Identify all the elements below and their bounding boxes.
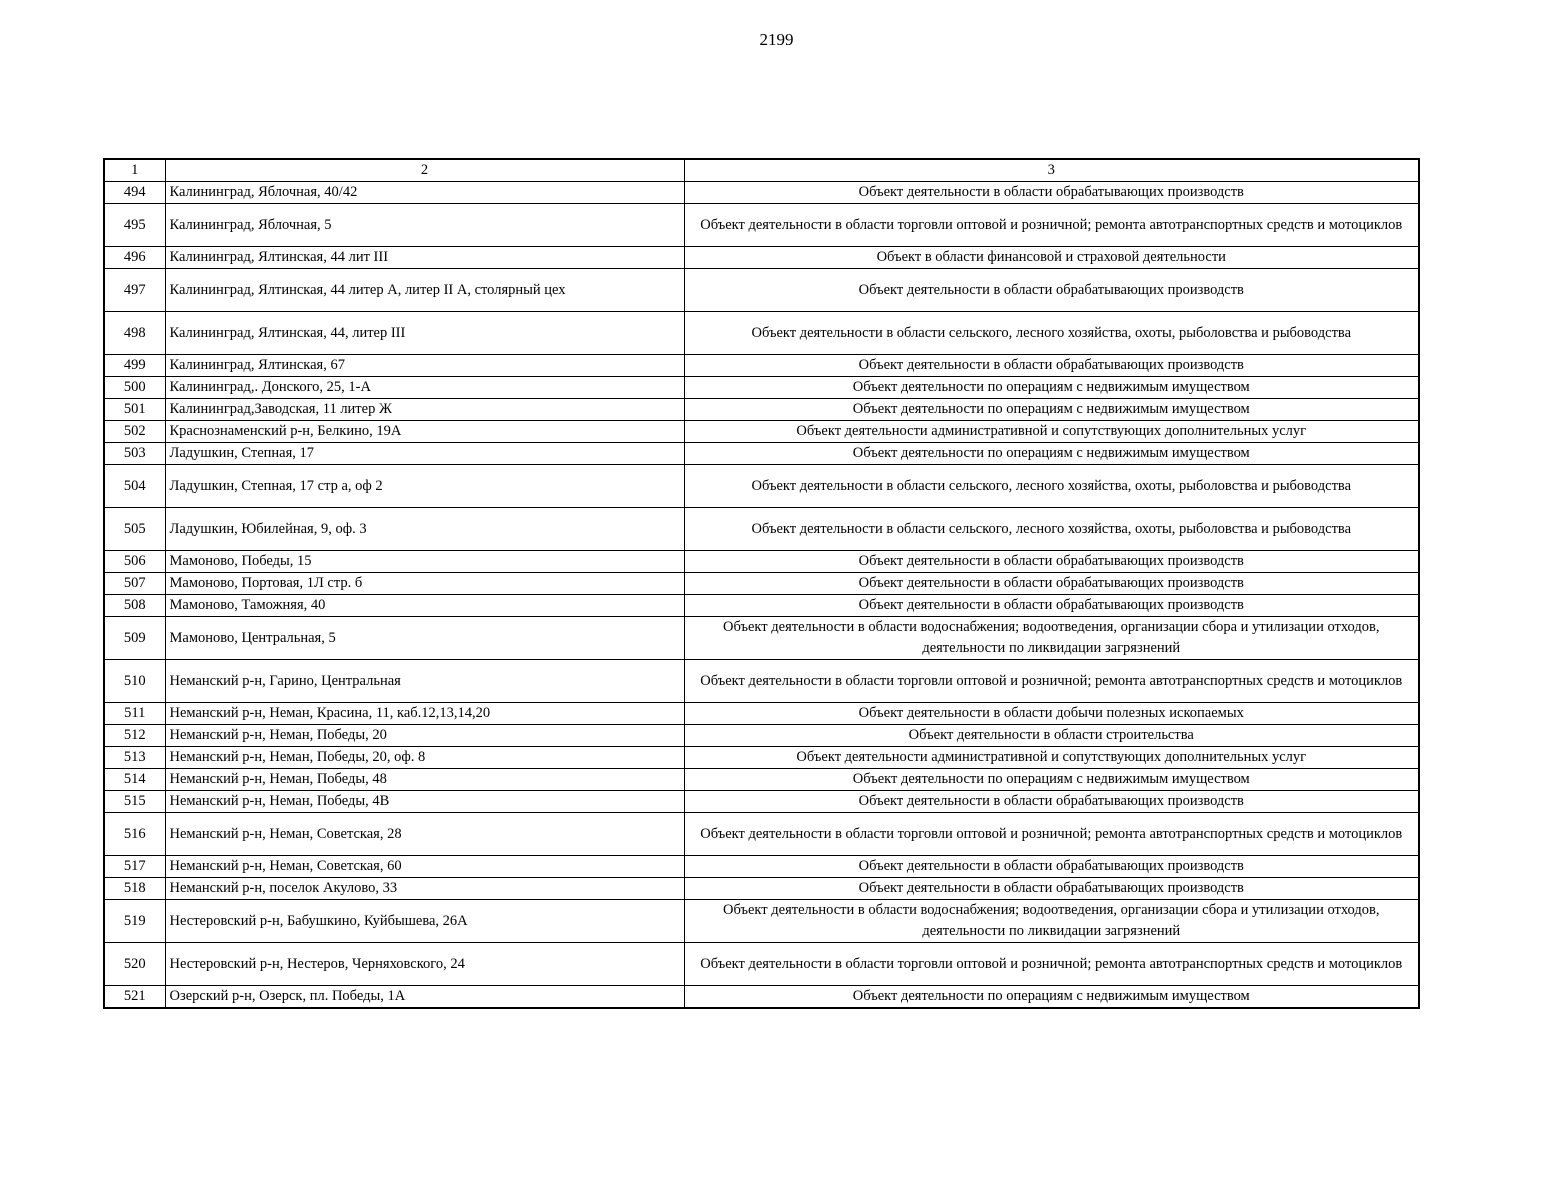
row-address: Нестеровский р-н, Нестеров, Черняховского, 24 <box>165 943 684 986</box>
row-number: 521 <box>104 986 165 1009</box>
row-activity: Объект деятельности в области сельского, лесного хозяйства, охоты, рыболовства и рыбоводства <box>684 508 1419 551</box>
table-row <box>104 791 1419 813</box>
table-row <box>104 312 1419 355</box>
row-activity: Объект деятельности по операциям с недвижимым имуществом <box>684 443 1419 465</box>
row-address: Мамоново, Таможняя, 40 <box>165 595 684 617</box>
row-address: Нестеровский р-н, Бабушкино, Куйбышева, 26А <box>165 900 684 943</box>
table-row <box>104 617 1419 660</box>
table-row <box>104 703 1419 725</box>
row-number: 517 <box>104 856 165 878</box>
row-activity: Объект деятельности административной и сопутствующих дополнительных услуг <box>684 421 1419 443</box>
table-row <box>104 204 1419 247</box>
row-number: 518 <box>104 878 165 900</box>
row-number: 508 <box>104 595 165 617</box>
row-activity: Объект деятельности в области торговли оптовой и розничной; ремонта автотранспортных средств и мотоциклов <box>684 943 1419 986</box>
row-number: 512 <box>104 725 165 747</box>
row-number: 495 <box>104 204 165 247</box>
table-row <box>104 399 1419 421</box>
row-number: 500 <box>104 377 165 399</box>
row-activity: Объект деятельности в области торговли оптовой и розничной; ремонта автотранспортных средств и мотоциклов <box>684 204 1419 247</box>
table-row <box>104 421 1419 443</box>
row-address: Неманский р-н, поселок Акулово, 33 <box>165 878 684 900</box>
row-address: Неманский р-н, Неман, Советская, 28 <box>165 813 684 856</box>
row-number: 506 <box>104 551 165 573</box>
table-body <box>104 182 1419 1009</box>
header-cell-3: 3 <box>684 159 1419 182</box>
row-address: Мамоново, Центральная, 5 <box>165 617 684 660</box>
row-activity: Объект деятельности по операциям с недвижимым имуществом <box>684 769 1419 791</box>
row-activity: Объект деятельности в области обрабатывающих производств <box>684 856 1419 878</box>
table-row <box>104 747 1419 769</box>
row-activity: Объект деятельности в области обрабатывающих производств <box>684 355 1419 377</box>
row-address: Калининград,. Донского, 25, 1-А <box>165 377 684 399</box>
table-row <box>104 465 1419 508</box>
row-address: Краснознаменский р-н, Белкино, 19А <box>165 421 684 443</box>
table-row <box>104 595 1419 617</box>
row-address: Неманский р-н, Неман, Победы, 20, оф. 8 <box>165 747 684 769</box>
table-row <box>104 943 1419 986</box>
row-number: 503 <box>104 443 165 465</box>
table-row <box>104 182 1419 204</box>
row-number: 516 <box>104 813 165 856</box>
row-number: 494 <box>104 182 165 204</box>
row-activity: Объект деятельности в области обрабатывающих производств <box>684 878 1419 900</box>
page-number: 2199 <box>759 30 794 49</box>
row-number: 498 <box>104 312 165 355</box>
row-address: Неманский р-н, Неман, Победы, 4В <box>165 791 684 813</box>
row-activity: Объект деятельности в области добычи полезных ископаемых <box>684 703 1419 725</box>
row-address: Мамоново, Портовая, 1Л стр. б <box>165 573 684 595</box>
table-row <box>104 573 1419 595</box>
row-activity: Объект деятельности в области торговли оптовой и розничной; ремонта автотранспортных средств и мотоциклов <box>684 813 1419 856</box>
table-row <box>104 856 1419 878</box>
row-address: Ладушкин, Юбилейная, 9, оф. 3 <box>165 508 684 551</box>
row-activity: Объект деятельности в области сельского, лесного хозяйства, охоты, рыболовства и рыбоводства <box>684 465 1419 508</box>
row-activity: Объект деятельности в области торговли оптовой и розничной; ремонта автотранспортных средств и мотоциклов <box>684 660 1419 703</box>
row-number: 507 <box>104 573 165 595</box>
row-number: 514 <box>104 769 165 791</box>
row-address: Калининград, Яблочная, 5 <box>165 204 684 247</box>
row-activity: Объект деятельности в области обрабатывающих производств <box>684 269 1419 312</box>
header-cell-1: 1 <box>104 159 165 182</box>
row-activity: Объект деятельности в области сельского, лесного хозяйства, охоты, рыболовства и рыбоводства <box>684 312 1419 355</box>
table-row <box>104 900 1419 943</box>
table-row <box>104 660 1419 703</box>
table-row <box>104 508 1419 551</box>
row-activity: Объект деятельности в области обрабатывающих производств <box>684 595 1419 617</box>
table-row <box>104 986 1419 1009</box>
row-activity: Объект деятельности в области водоснабжения; водоотведения, организации сбора и утилизации отходов, деятельности по ликвидации загрязнений <box>684 617 1419 660</box>
row-address: Мамоново, Победы, 15 <box>165 551 684 573</box>
row-number: 501 <box>104 399 165 421</box>
row-activity: Объект деятельности административной и сопутствующих дополнительных услуг <box>684 747 1419 769</box>
row-activity: Объект в области финансовой и страховой деятельности <box>684 247 1419 269</box>
row-address: Озерский р-н, Озерск, пл. Победы, 1А <box>165 986 684 1009</box>
row-number: 511 <box>104 703 165 725</box>
row-number: 520 <box>104 943 165 986</box>
table-row <box>104 377 1419 399</box>
row-address: Неманский р-н, Гарино, Центральная <box>165 660 684 703</box>
row-number: 515 <box>104 791 165 813</box>
row-activity: Объект деятельности в области обрабатывающих производств <box>684 573 1419 595</box>
row-number: 519 <box>104 900 165 943</box>
row-address: Неманский р-н, Неман, Красина, 11, каб.12,13,14,20 <box>165 703 684 725</box>
row-address: Неманский р-н, Неман, Победы, 20 <box>165 725 684 747</box>
row-address: Ладушкин, Степная, 17 стр а, оф 2 <box>165 465 684 508</box>
table-header <box>104 159 1419 182</box>
row-number: 496 <box>104 247 165 269</box>
table-row <box>104 269 1419 312</box>
row-number: 505 <box>104 508 165 551</box>
row-activity: Объект деятельности в области водоснабжения; водоотведения, организации сбора и утилизации отходов, деятельности по ликвидации загрязнений <box>684 900 1419 943</box>
row-number: 513 <box>104 747 165 769</box>
table-row <box>104 878 1419 900</box>
header-cell-2: 2 <box>165 159 684 182</box>
header-row <box>104 159 1419 182</box>
row-address: Неманский р-н, Неман, Советская, 60 <box>165 856 684 878</box>
row-address: Неманский р-н, Неман, Победы, 48 <box>165 769 684 791</box>
row-address: Ладушкин, Степная, 17 <box>165 443 684 465</box>
row-address: Калининград, Ялтинская, 44 литер А, литер II А, столярный цех <box>165 269 684 312</box>
row-activity: Объект деятельности по операциям с недвижимым имуществом <box>684 986 1419 1009</box>
row-activity: Объект деятельности в области строительства <box>684 725 1419 747</box>
table-row <box>104 725 1419 747</box>
row-activity: Объект деятельности в области обрабатывающих производств <box>684 791 1419 813</box>
row-number: 502 <box>104 421 165 443</box>
row-address: Калининград, Ялтинская, 67 <box>165 355 684 377</box>
registry-table <box>103 158 1420 1009</box>
table-row <box>104 813 1419 856</box>
table-row <box>104 769 1419 791</box>
table-row <box>104 551 1419 573</box>
row-address: Калининград,Заводская, 11 литер Ж <box>165 399 684 421</box>
row-activity: Объект деятельности в области обрабатывающих производств <box>684 551 1419 573</box>
row-number: 510 <box>104 660 165 703</box>
row-address: Калининград, Яблочная, 40/42 <box>165 182 684 204</box>
row-number: 504 <box>104 465 165 508</box>
row-activity: Объект деятельности в области обрабатывающих производств <box>684 182 1419 204</box>
row-activity: Объект деятельности по операциям с недвижимым имуществом <box>684 399 1419 421</box>
row-number: 509 <box>104 617 165 660</box>
row-number: 499 <box>104 355 165 377</box>
table-row <box>104 247 1419 269</box>
row-number: 497 <box>104 269 165 312</box>
table-row <box>104 355 1419 377</box>
row-activity: Объект деятельности по операциям с недвижимым имуществом <box>684 377 1419 399</box>
row-address: Калининград, Ялтинская, 44, литер III <box>165 312 684 355</box>
table-row <box>104 443 1419 465</box>
row-address: Калининград, Ялтинская, 44 лит III <box>165 247 684 269</box>
